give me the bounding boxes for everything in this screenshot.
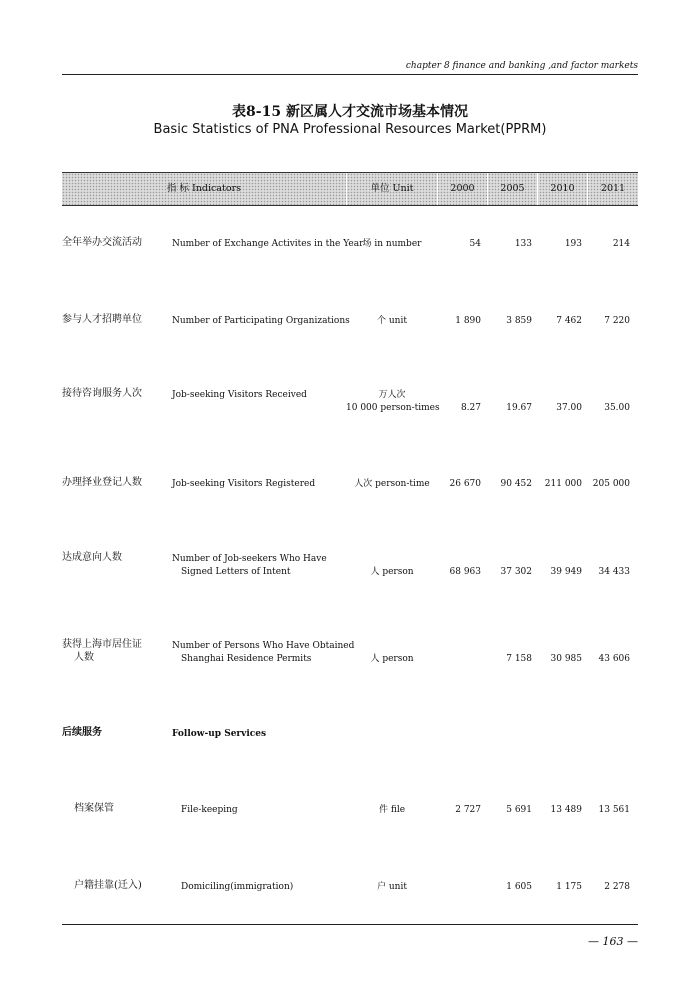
value-2005: 7 158 [506,654,532,664]
value-2011: 214 [612,239,630,249]
row-label-en-line2: Signed Letters of Intent [181,567,291,577]
value-2011: 7 220 [604,316,630,326]
value-2010: 1 175 [556,882,582,892]
page-number: — 163 — [588,935,638,948]
row-unit: 个 unit [377,316,407,326]
running-head: chapter 8 finance and banking ,and factor markets [405,61,638,71]
row-label-zh-line2: 人数 [74,652,94,663]
table-header [62,172,638,206]
value-2000: 68 963 [449,567,481,577]
row-label-zh: 参与人才招聘单位 [62,314,142,325]
row-label-en: Job-seeking Visitors Registered [172,479,316,489]
value-2000: 54 [469,239,481,249]
section-label-zh: 后续服务 [62,727,102,738]
value-2000: 2 727 [455,805,481,815]
row-label-en: Job-seeking Visitors Received [172,390,307,400]
row-label-zh-line1: 获得上海市居住证 [62,639,142,650]
top-rule [62,74,638,75]
value-2000: 1 890 [455,316,481,326]
row-unit: 户 unit [377,882,407,892]
value-2010: 37.00 [556,403,582,413]
row-label-en: Number of Participating Organizations [172,316,350,326]
value-2005: 133 [514,239,532,249]
value-2011: 205 000 [592,479,630,489]
value-2011: 43 606 [598,654,630,664]
row-label-zh: 档案保管 [74,803,114,814]
value-2000: 26 670 [449,479,481,489]
value-2010: 13 489 [550,805,582,815]
row-label-en-line2: Shanghai Residence Permits [181,654,312,664]
value-2005: 37 302 [500,567,532,577]
value-2010: 30 985 [550,654,582,664]
row-label-zh: 达成意向人数 [62,552,122,563]
header-year-2000: 2000 [450,183,475,194]
header-unit: 单位 Unit [370,183,414,194]
value-2010: 39 949 [550,567,582,577]
value-2005: 1 605 [506,882,532,892]
value-2011: 2 278 [604,882,630,892]
row-label-zh: 户籍挂靠(迁入) [74,880,142,891]
value-2005: 3 859 [506,316,532,326]
row-label-en: File-keeping [181,805,238,815]
header-year-2005: 2005 [500,183,525,194]
row-label-en-line1: Number of Job-seekers Who Have [172,554,327,564]
row-unit: 人 person [370,654,414,664]
row-unit-line2: 10 000 person-times [346,403,440,413]
value-2005: 19.67 [506,403,532,413]
row-unit: 人 person [370,567,414,577]
row-unit: 人次 person-time [354,479,430,489]
value-2000: 8.27 [460,403,481,413]
row-unit: 场 in number [362,239,422,249]
value-2010: 211 000 [544,479,582,489]
section-label-en: Follow-up Services [172,729,267,739]
value-2005: 5 691 [506,805,532,815]
value-2011: 34 433 [598,567,630,577]
row-label-zh: 全年举办交流活动 [62,237,142,248]
table-title-english: Basic Statistics of PNA Professional Resources Market(PPRM) [153,122,547,137]
value-2011: 13 561 [598,805,630,815]
bottom-rule [62,924,638,925]
row-label-zh: 接待咨询服务人次 [62,388,142,399]
row-label-en-line1: Number of Persons Who Have Obtained [172,641,355,651]
value-2010: 193 [564,239,582,249]
row-label-en: Number of Exchange Activites in the Year [172,239,364,249]
header-year-2010: 2010 [550,183,575,194]
row-label-zh: 办理择业登记人数 [62,477,142,488]
table-title-chinese: 表8-15 新区属人才交流市场基本情况 [232,104,468,120]
row-unit: 件 file [378,805,406,815]
row-label-en: Domiciling(immigration) [181,882,294,892]
header-indicator: 指 标 Indicators [167,183,241,194]
value-2011: 35.00 [604,403,630,413]
value-2005: 90 452 [500,479,532,489]
value-2010: 7 462 [556,316,582,326]
row-unit-line1: 万人次 [378,390,406,400]
header-year-2011: 2011 [600,183,626,194]
